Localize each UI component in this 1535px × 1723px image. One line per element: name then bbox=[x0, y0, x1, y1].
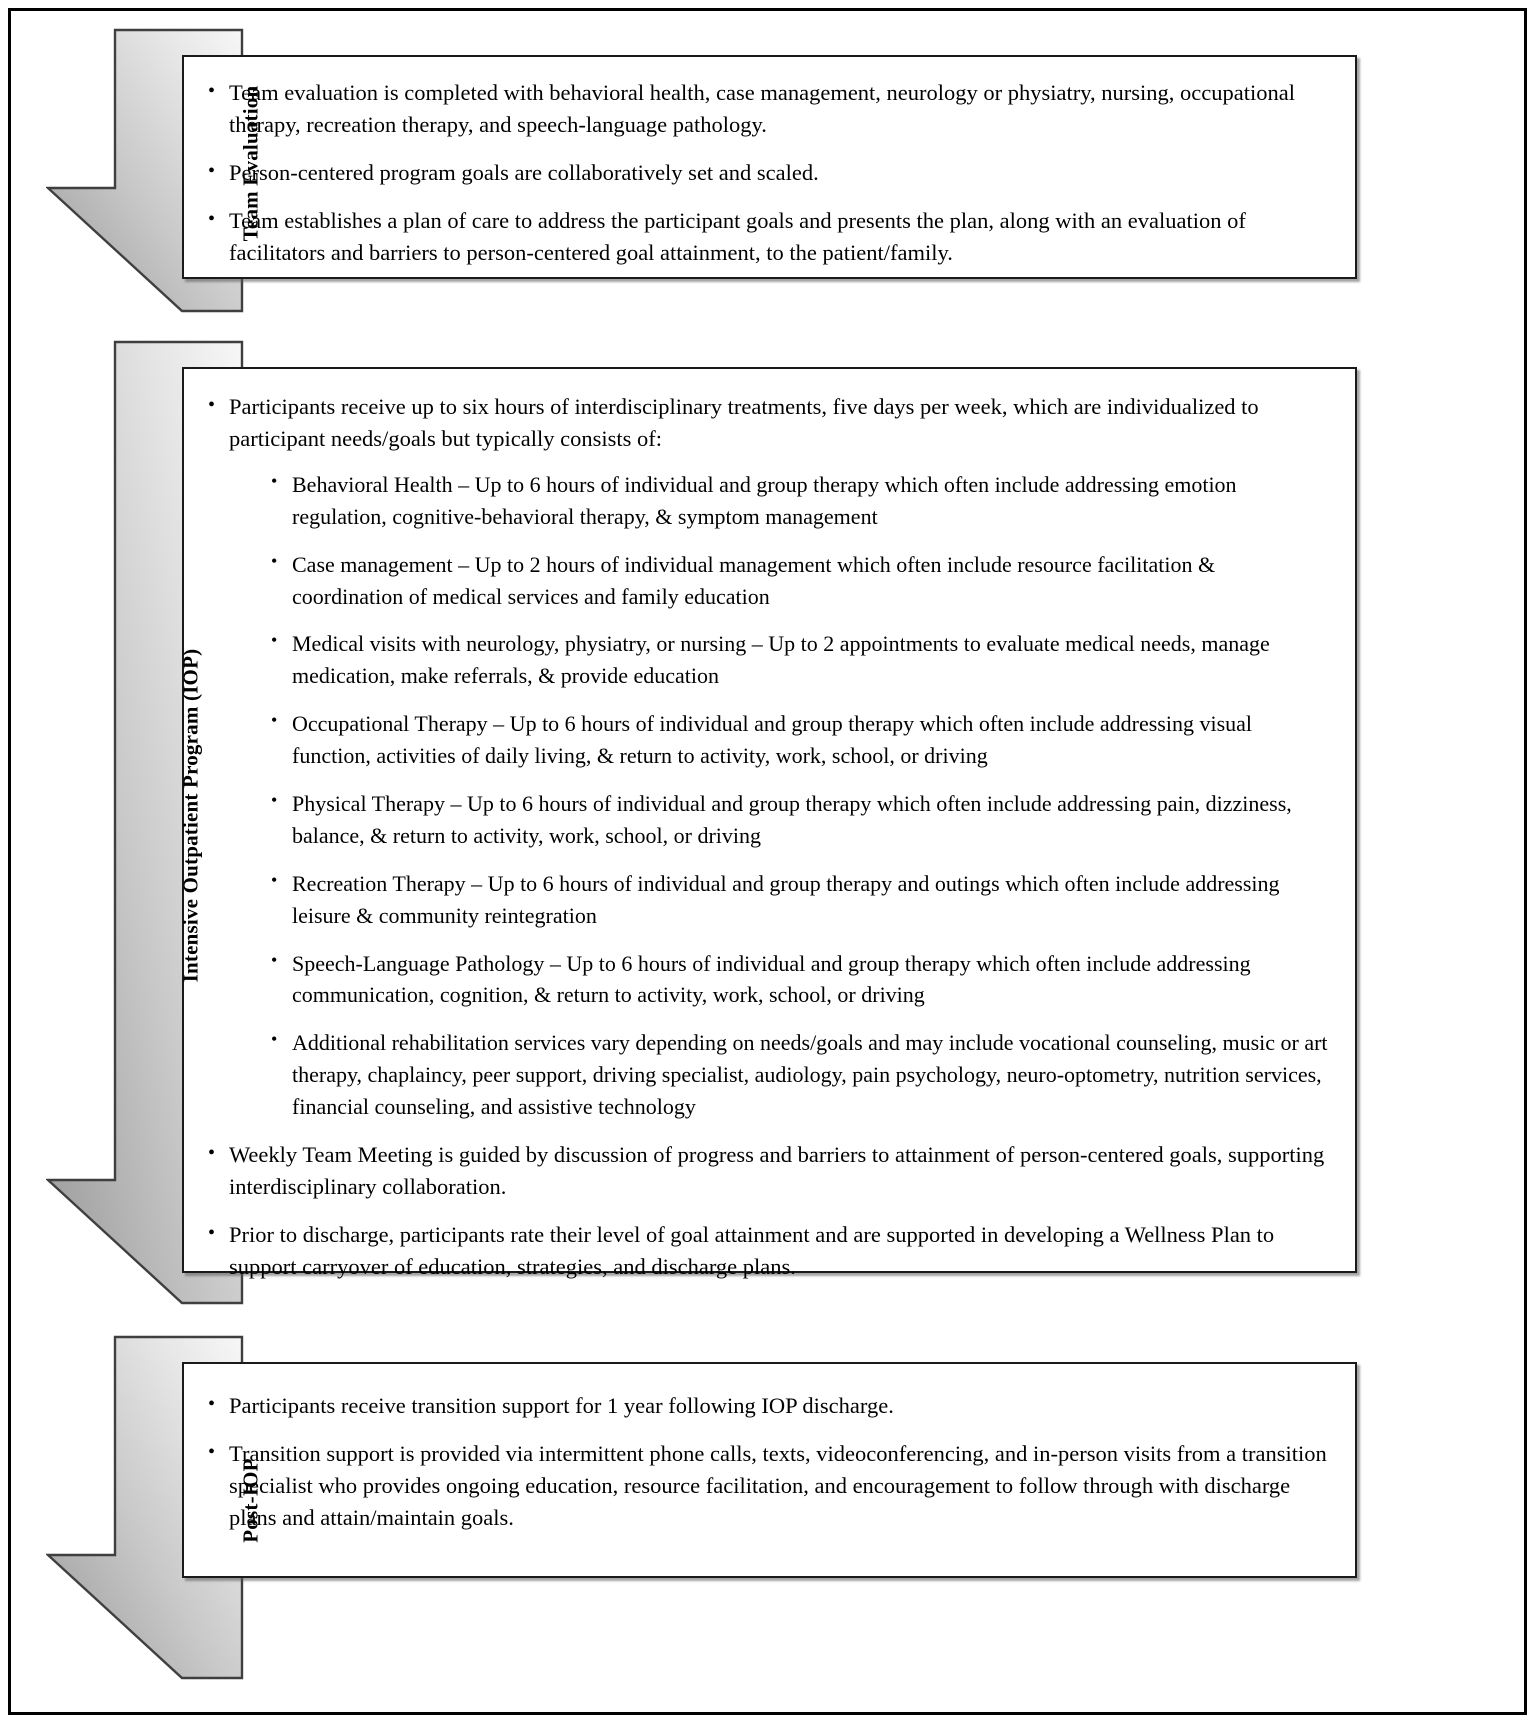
bullet-item: • Team establishes a plan of care to address the participant goals and presents the plan, along with an evaluation of facilitators and barriers to person-centered goal attainment, to the patient/family. bbox=[204, 205, 1329, 269]
stage-post-iop bbox=[46, 1335, 1366, 1685]
stage-label-post-iop bbox=[238, 1361, 263, 1641]
stage-intensive-outpatient-program bbox=[46, 340, 1366, 1310]
sub-bullet-item: • Occupational Therapy – Up to 6 hours of individual and group therapy which often include addressing visual function, activities of daily living, & return to activity, work, school, or driving bbox=[269, 708, 1329, 772]
bullet-item: • Transition support is provided via intermittent phone calls, texts, videoconferencing, and in-person visits from a transition specialist who provides ongoing education, resource facilitation, and encouragement to follow through with discharge plans and attain/maintain goals. bbox=[204, 1438, 1329, 1534]
bullet-list bbox=[204, 1390, 1329, 1534]
bullet-item: • Participants receive transition support for 1 year following IOP discharge. bbox=[204, 1390, 1329, 1422]
bullet-item bbox=[204, 391, 1329, 1123]
sub-bullet-item: • Case management – Up to 2 hours of individual management which often include resource facilitation & coordination of medical services and family education bbox=[269, 549, 1329, 613]
bullet-list bbox=[204, 391, 1329, 1283]
sub-bullet-item: • Physical Therapy – Up to 6 hours of individual and group therapy which often include addressing pain, dizziness, balance, & return to activity, work, school, or driving bbox=[269, 788, 1329, 852]
sub-bullet-item: • Speech-Language Pathology – Up to 6 hours of individual and group therapy which often include addressing communication, cognition, & return to activity, work, school, or driving bbox=[269, 948, 1329, 1012]
stage-team-evaluation bbox=[46, 28, 1366, 318]
sub-bullet-item: • Recreation Therapy – Up to 6 hours of individual and group therapy and outings which often include addressing leisure & community reintegration bbox=[269, 868, 1329, 932]
sub-bullet-item: • Medical visits with neurology, physiatry, or nursing – Up to 2 appointments to evaluate medical needs, manage medication, make referrals, & provide education bbox=[269, 628, 1329, 692]
stage-label-team-evaluation bbox=[238, 34, 263, 294]
bullet-item: • Prior to discharge, participants rate their level of goal attainment and are supported in developing a Wellness Plan to support carryover of education, strategies, and discharge plans. bbox=[204, 1219, 1329, 1283]
stage-label-text: Post-IOP bbox=[238, 1458, 263, 1543]
bullet-item: • Team evaluation is completed with behavioral health, case management, neurology or physiatry, nursing, occupational therapy, recreation therapy, and speech-language pathology. bbox=[204, 77, 1329, 141]
stage-panel-intensive-outpatient-program bbox=[182, 367, 1357, 1279]
stage-label-intensive-outpatient-program bbox=[178, 556, 203, 1076]
sub-bullet-item: • Additional rehabilitation services vary depending on needs/goals and may include vocational counseling, music or art therapy, chaplaincy, peer support, driving specialist, audiology, pain psychology, neuro-optometry, nutrition services, financial counseling, and assistive technology bbox=[269, 1027, 1329, 1123]
sub-bullet-list bbox=[229, 469, 1329, 1123]
sub-bullet-item: • Behavioral Health – Up to 6 hours of individual and group therapy which often include addressing emotion regulation, cognitive-behavioral therapy, & symptom management bbox=[269, 469, 1329, 533]
stage-panel-post-iop bbox=[182, 1362, 1357, 1578]
stage-label-text: Team Evaluation bbox=[238, 85, 263, 242]
stage-label-text: Intensive Outpatient Program (IOP) bbox=[178, 648, 203, 983]
bullet-text: Participants receive up to six hours of interdisciplinary treatments, five days per week, which are individualized to participant needs/goals but typically consists of: bbox=[229, 394, 1259, 451]
stage-panel-team-evaluation bbox=[182, 55, 1357, 279]
bullet-item: • Person-centered program goals are collaboratively set and scaled. bbox=[204, 157, 1329, 189]
bullet-item: • Weekly Team Meeting is guided by discussion of progress and barriers to attainment of person-centered goals, supporting interdisciplinary collaboration. bbox=[204, 1139, 1329, 1203]
bullet-list bbox=[204, 77, 1329, 269]
